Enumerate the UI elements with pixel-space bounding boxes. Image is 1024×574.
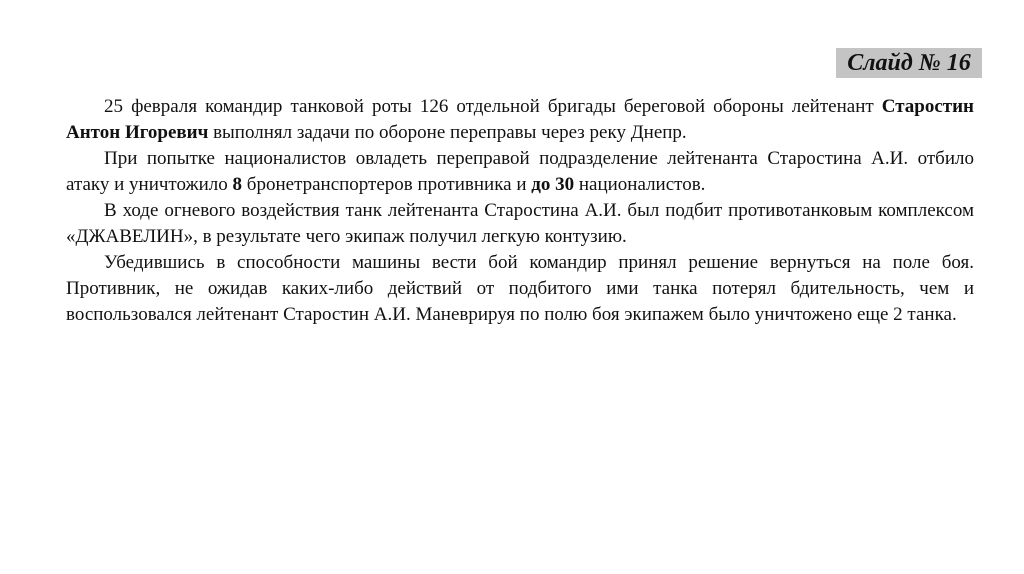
- text-segment: националистов.: [574, 174, 706, 195]
- text-segment: Убедившись в способности машины вести бой командир принял решение вернуться на поле боя. Противник, не ожидав каких-либо действий от подбитого ими танка потерял бдительность, чем и воспользовался лейтенант Старостин А.И. Маневрируя по полю боя экипажем было уничтожено еще 2 танка.: [66, 252, 974, 325]
- paragraph-4: [66, 250, 974, 328]
- slide-number-badge: [836, 48, 982, 78]
- text-segment: выполнял задачи по обороне переправы через реку Днепр.: [208, 122, 687, 143]
- text-segment: бронетранспортеров противника и: [242, 174, 532, 195]
- text-segment: При попытке националистов овладеть переправой подразделение лейтенанта Старостина А.И. отбило атаку и уничтожило: [66, 148, 974, 195]
- commander-name: Старостин Антон Игоревич: [66, 96, 974, 143]
- paragraph-3: [66, 198, 974, 250]
- text-segment: 25 февраля командир танковой роты 126 отдельной бригады береговой обороны лейтенант: [104, 96, 882, 117]
- slide-body-text: [66, 94, 974, 328]
- enemy-count: до 30: [531, 174, 575, 195]
- paragraph-2: [66, 146, 974, 198]
- text-segment: В ходе огневого воздействия танк лейтенанта Старостина А.И. был подбит противотанковым комплексом «ДЖАВЕЛИН», в результате чего экипаж получил легкую контузию.: [66, 200, 974, 247]
- paragraph-1: [66, 94, 974, 146]
- apc-count: 8: [232, 174, 243, 195]
- slide-number-label: Слайд № 16: [847, 49, 971, 76]
